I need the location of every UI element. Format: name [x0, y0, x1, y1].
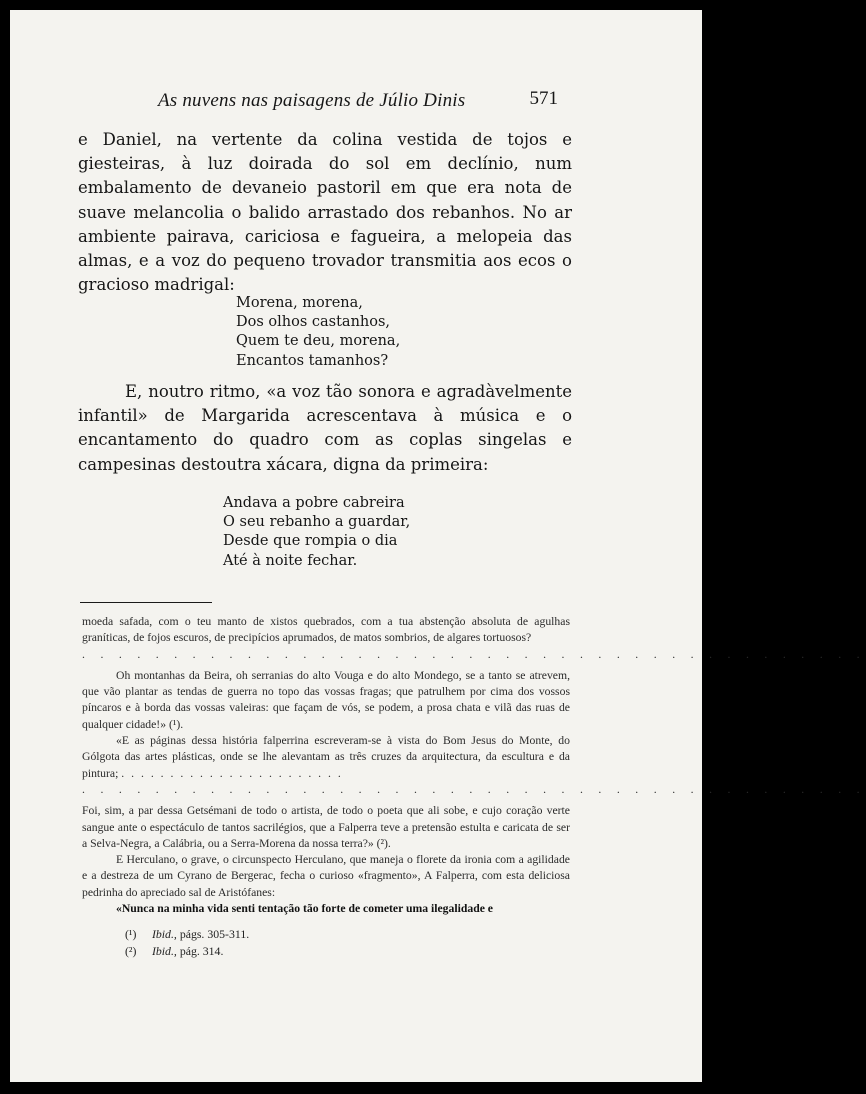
verse-line: O seu rebanho a guardar,: [223, 514, 411, 531]
footnote-1: [125, 926, 249, 943]
verse-line: Desde que rompia o dia: [223, 533, 398, 550]
verse-stanza-1: [236, 294, 400, 371]
body-paragraph-1: e Daniel, na vertente da colina vestida de tojos e giesteiras, à luz doirada do sol em declínio, num embalamento de devaneio pastoril em que era nota de suave melancolia o balido arrastado dos rebanhos. No ar ambiente pairava, cariciosa e fagueira, a melopeia das almas, e a voz do pequeno trovador transmitia aos ecos o gracioso madrigal:: [78, 130, 572, 295]
footnote-marker: (¹): [125, 927, 137, 941]
footnote-source: Ibid.,: [151, 944, 177, 958]
ellipsis-row: . . . . . . . . . . . . . . . . . . . . . . . . . . . . . . . . . . . . . . . . . . .: [82, 647, 866, 661]
verse-line: Quem te deu, morena,: [236, 333, 401, 350]
ellipsis-inline: . . . . . . . . . . . . . . . . . . . . . . .: [121, 766, 343, 780]
note-paragraph: «Nunca na minha vida senti tentação tão forte de cometer uma ilegalidade e: [116, 902, 493, 916]
footnote-pages: pág. 314.: [179, 944, 224, 958]
verse-line: Morena, morena,: [236, 295, 363, 311]
footnote-2: [125, 943, 249, 960]
note-paragraph: Oh montanhas da Beira, oh serranias do alto Vouga e do alto Mondego, se a tanto se atrevem, que vão plantar as tendas de guerra no topo das vossas fragas; que patrulhem por cima dos vossos píncaros e à borda das vossas valeiras: que façam de vós, se podem, a prosa chata e vilã das ruas de qualquer cidade!» (¹).: [82, 668, 570, 731]
note-paragraph: moeda safada, com o teu manto de xistos quebrados, com a tua abstenção absoluta de agulhas graníticas, de fojos escuros, de precipícios aprumados, de matos sombrios, de algares tortuosos?: [82, 615, 570, 645]
footnote-marker: (²): [125, 944, 137, 958]
body-paragraph-2: E, noutro ritmo, «a voz tão sonora e agradàvelmente infantil» de Margarida acrescentava à música e o encantamento do quadro com as coplas singelas e campesinas destoutra xácara, digna da primeira:: [78, 382, 572, 474]
footnote-pages: págs. 305-311.: [179, 927, 250, 941]
running-head: [158, 90, 558, 112]
verse-line: Encantos tamanhos?: [236, 352, 389, 369]
notes-block: [82, 614, 866, 917]
book-page: [10, 10, 866, 1082]
verse-stanza-2: [223, 494, 410, 571]
verse-line: Dos olhos castanhos,: [236, 314, 391, 331]
note-paragraph: [82, 733, 570, 782]
verse-line: Até à noite fechar.: [223, 552, 358, 569]
note-paragraph: E Herculano, o grave, o circunspecto Herculano, que maneja o florete da ironia com a agilidade e a destreza de um Cyrano de Bergerac, fecha o curioso «fragmento», A Falperra, com esta deliciosa pedrinha do apreciado sal de Aristófanes:: [82, 853, 570, 899]
page-number: 571: [529, 88, 558, 109]
note-text: «E as páginas dessa história falperrina escreveram-se à vista do Bom Jesus do Monte, do Gólgota das artes plásticas, onde se lhe alevantam as três cruzes da arquitectura, da escultura e da pintura;: [82, 734, 570, 780]
verse-line: Andava a pobre cabreira: [223, 495, 405, 511]
note-paragraph: Foi, sim, a par dessa Getsémani de todo o artista, de todo o poeta que ali sobe, e cujo coração verte sangue ante o espectáculo de tantos sacrilégios, que a Falperra teve a pretensão estulta e caricata de ser a Selva-Negra, a Calábria, ou a Serra-Morena da nossa terra?» (²).: [82, 804, 570, 850]
running-title: As nuvens nas paisagens de Júlio Dinis: [158, 90, 466, 111]
notes-separator-rule: [80, 602, 212, 603]
footnote-source: Ibid.,: [151, 927, 177, 941]
footnotes: [125, 926, 249, 960]
ellipsis-row: . . . . . . . . . . . . . . . . . . . . . . . . . . . . . . . . . . . . . . . . . . .: [82, 782, 866, 796]
